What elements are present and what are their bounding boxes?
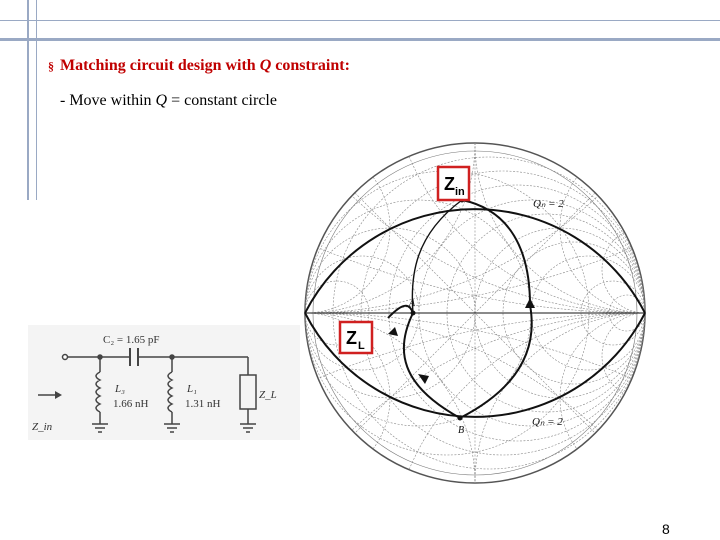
point-a-marker [411,311,416,316]
zl-tag [340,322,372,353]
l3-label: L₃ [115,383,125,395]
qn-top-label: Qₙ = 2 [533,198,564,210]
c2-label: C₂ = 1.65 pF [103,334,160,346]
l3-value: 1.66 nH [113,398,149,410]
zin-tag [438,167,469,200]
point-b-marker [458,416,463,421]
l1-value: 1.31 nH [185,398,221,410]
zl-label: Z_L [259,389,277,401]
svg-text:Z: Z [346,328,357,348]
bullet-icon: § [48,59,54,73]
page-number: 8 [662,521,670,537]
slide-subtitle: - Move within Q = constant circle [60,92,277,109]
svg-text:L: L [358,340,365,352]
circuit-schematic [28,325,300,440]
l1-label: L₁ [187,383,197,395]
point-b-label: B [458,425,465,436]
qn-bottom-label: Qₙ = 2 [532,416,563,428]
zin-label: Z_in [32,421,53,433]
svg-text:in: in [455,186,465,198]
slide-title: § Matching circuit design with Q constraint: [48,57,350,74]
point-a-label: A [409,298,416,309]
svg-text:Z: Z [444,174,455,194]
